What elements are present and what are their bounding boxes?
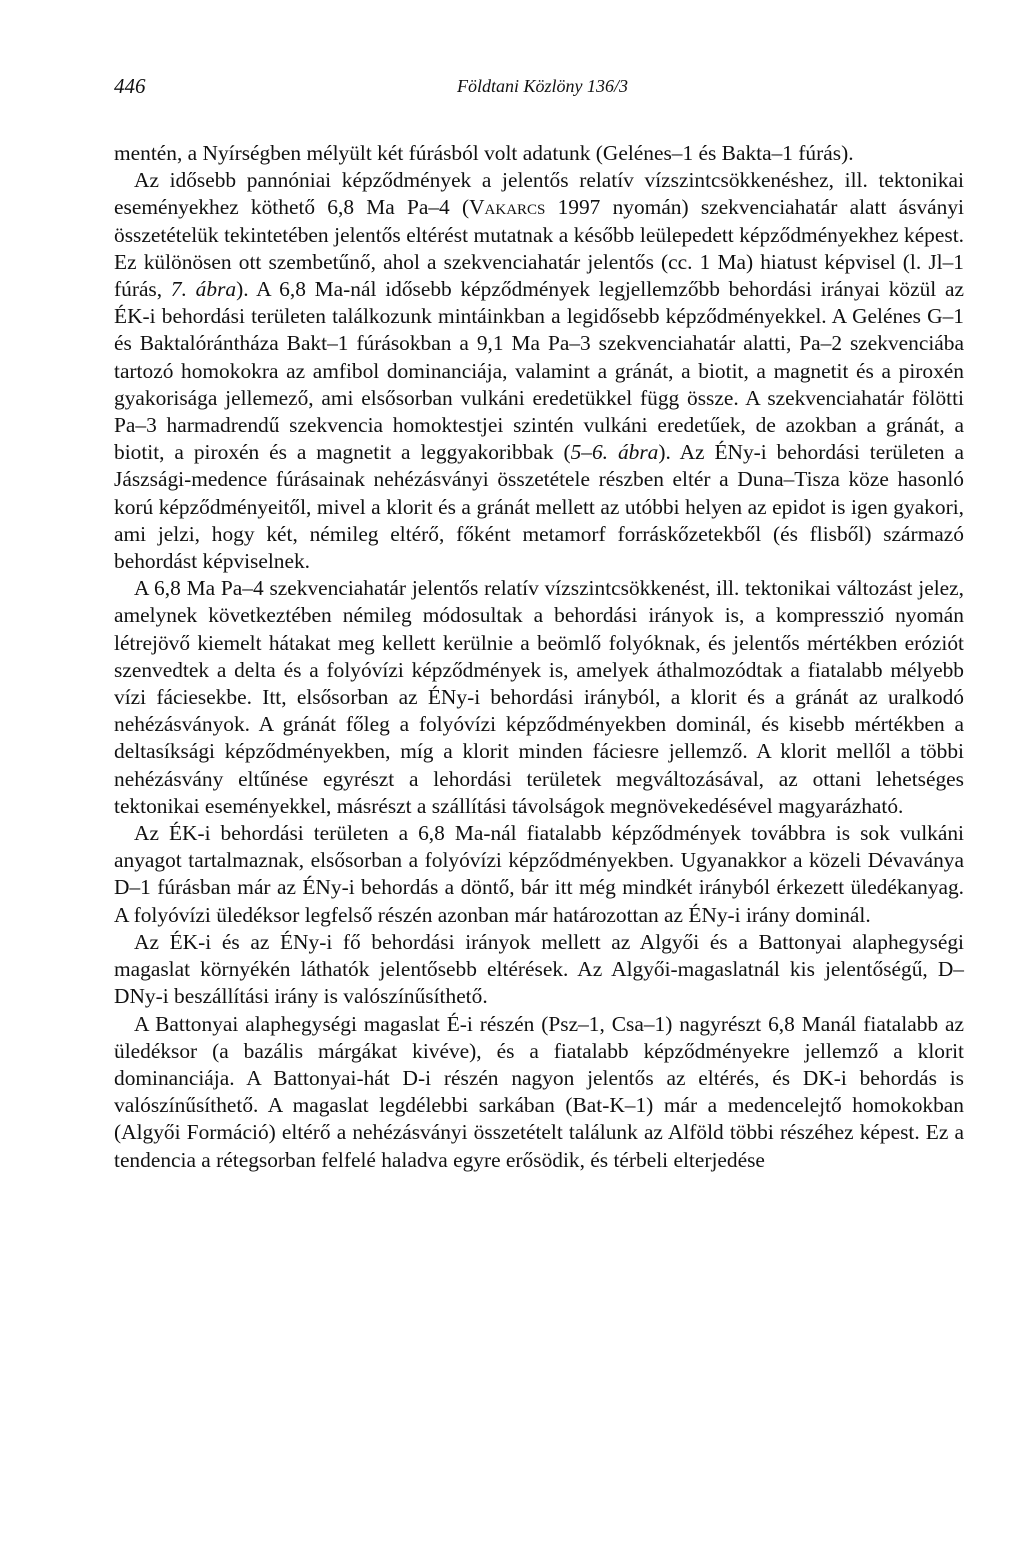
journal-title: Földtani Közlöny 136/3 bbox=[457, 76, 628, 96]
body-text bbox=[114, 140, 964, 1174]
paragraph-continuation: mentén, a Nyírségben mélyült két fúrásból volt adatunk (Gelénes–1 és Bakta–1 fúrás). bbox=[114, 141, 854, 165]
paragraph: Az idősebb pannóniai képződmények a jelentős relatív vízszintcsökkenéshez, ill. tektonikai eseményekhez köthető 6,8 Ma Pa–4 (Vakarcs 1997 nyomán) szekvenciahatár alatt ásványi összetételük tekintetében jelentős eltérést mutatnak a később leülepedett képződményekhez képest. Ez különösen ott szembetűnő, ahol a szekvenciahatár jelentős (cc. 1 Ma) hiatust képvisel (l. Jl–1 fúrás, 7. ábra). A 6,8 Ma-nál idősebb képződmények legjellemzőbb behordási irányai közül az ÉK-i behordási területen találkozunk mintáinkban a legidősebb képződményekkel. A Gelénes G–1 és Baktalórántháza Bakt–1 fúrásokban a 9,1 Ma Pa–3 szekvenciahatár alatti, Pa–2 szekvenciába tartozó homokokra az amfibol dominanciája, valamint a gránát, a biotit, a magnetit és a piroxén gyakorisága jellemező, ami elsősorban vulkáni eredetükkel függ össze. A szekvenciahatár fölötti Pa–3 harmadrendű szekvencia homoktestjei szintén vulkáni eredetűek, de azokban a gránát, a biotit, a piroxén és a magnetit a leggyakoribbak (5–6. ábra). Az ÉNy-i behordási területen a Jászsági-medence fúrásainak nehézásványi összetétele részben eltér a Duna–Tisza köze hasonló korú képződményeitől, mivel a klorit és a gránát mellett az utóbbi helyen az epidot is igen gyakori, ami jelzi, hogy két, némileg eltérő, főként metamorf forráskőzetekből (és flisből) származó behordást képviselnek. bbox=[114, 168, 964, 574]
page-number: 446 bbox=[114, 74, 146, 98]
figure-reference: 5–6. ábra bbox=[570, 440, 659, 465]
author-citation: Vakarcs bbox=[469, 195, 546, 220]
paragraph: A 6,8 Ma Pa–4 szekvenciahatár jelentős relatív vízszintcsökkenést, ill. tektonikai változást jelez, amelynek következtében némileg módosultak a behordási irányok is, a kompresszió nyomán létrejövő kiemelt hátakat meg kellett kerülnie a beömlő folyóknak, és jelentős mértékben eróziót szenvedtek a delta és a folyóvízi képződmények is, amelyek áthalmozódtak a fiatalabb mélyebb vízi fáciesekbe. Itt, elsősorban az ÉNy-i behordási irányból, a klorit és a gránát az uralkodó nehézásványok. A gránát főleg a folyóvízi képződményekben dominál, és kisebb mértékben a deltasíksági képződményekben, míg a klorit minden fáciesre jellemző. A klorit mellől a többi nehézásvány eltűnése egyrészt a lehordási területek megváltozásával, az ottani lehetséges tektonikai eseményekkel, másrészt a szállítási távolságok megnövekedésével magyarázható. bbox=[114, 576, 964, 818]
paragraph: Az ÉK-i és az ÉNy-i fő behordási irányok mellett az Algyői és a Battonyai alaphegységi magaslat környékén láthatók jelentősebb eltérések. Az Algyői-magaslatnál kis jelentőségű, D–DNy-i beszállítási irány is valószínűsíthető. bbox=[114, 929, 964, 1009]
paragraph: Az ÉK-i behordási területen a 6,8 Ma-nál fiatalabb képződmények továbbra is sok vulkáni anyagot tartalmaznak, elsősorban a folyóvízi képződményekben. Ugyanakkor a közeli Dévaványa D–1 fúrásban már az ÉNy-i behordás a döntő, bár itt még mindkét irányból érkezett üledékanyag. A folyóvízi üledéksor legfelső részén azonban már határozottan az ÉNy-i irány dominál. bbox=[114, 821, 964, 927]
running-header bbox=[114, 74, 962, 104]
figure-reference: 7. ábra bbox=[170, 277, 237, 302]
paragraph: A Battonyai alaphegységi magaslat É-i részén (Psz–1, Csa–1) nagyrészt 6,8 Manál fiatalabb az üledéksor (a bazális márgákat kivéve), és a fiatalabb képződményekre jellemző a klorit dominanciája. A Battonyai-hát D-i részén nagyon jelentős az eltérés, és DK-i behordás is valószínűsíthető. A magaslat legdélebbi sarkában (Bat-K–1) már a medencelejtő homokokban (Algyői Formáció) eltérő a nehézásványi összetételt találunk az Alföld többi részéhez képest. Ez a tendencia a rétegsorban felfelé haladva egyre erősödik, és térbeli elterjedése bbox=[114, 1011, 964, 1172]
